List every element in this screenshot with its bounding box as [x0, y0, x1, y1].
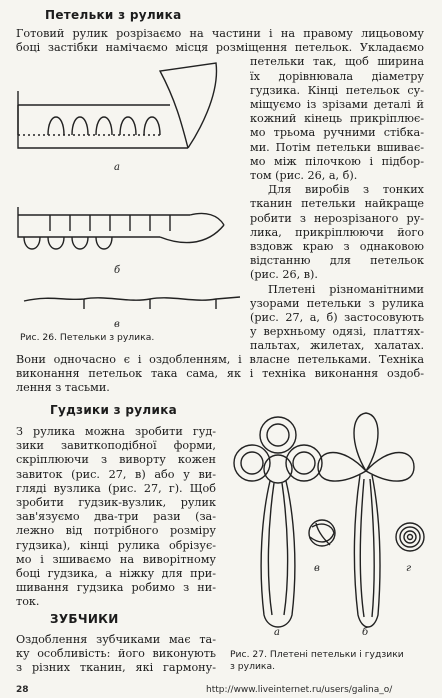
text-line: їх дорівнювала діаметру: [250, 69, 424, 83]
text-line: шивання гудзика робимо з ни-: [16, 581, 216, 595]
text-line: тканин петельки найкраще: [250, 197, 424, 211]
text-line: пальтах, жилетах, халатах.: [250, 339, 424, 353]
text-line: том (рис. 26, а, б).: [250, 169, 358, 183]
text-line: Оздоблення зубчиками має та-: [16, 633, 216, 646]
text-line: мо між пілочкою і підбор-: [250, 154, 424, 168]
text-line: гудзика), кінці рулика обрізує-: [16, 538, 216, 552]
page-number: 28: [16, 685, 29, 695]
text-line: лення з тасьми.: [16, 381, 110, 395]
text-line: вздовж краю з однаковою: [250, 240, 424, 254]
figure-26-label-c: в: [114, 319, 120, 330]
text-line: зики завиткоподібної форми,: [16, 439, 216, 453]
text-line: ку особливість: його виконують: [16, 647, 216, 661]
text-line: скріплюючи з виворту кожен: [16, 453, 216, 467]
figure-26-label-b: б: [114, 265, 121, 276]
figure-27b-drawing: [318, 413, 414, 627]
text-line: з різних тканин, які гармону-: [16, 661, 216, 675]
figure-27c-drawing: [309, 520, 335, 546]
section2-column: [16, 425, 216, 610]
figure-26b-drawing: [18, 207, 224, 249]
figure-26: [10, 55, 246, 355]
text-line: зробити гудзик-вузлик, рулик: [16, 496, 216, 510]
text-line: З рулика можна зробити гуд-: [16, 425, 216, 438]
text-line: боці застібки намічаємо місця розміщення петельок. Укладаємо: [16, 41, 424, 55]
figure-27-label-c: в: [314, 563, 320, 574]
caption-line: Рис. 27. Плетені петельки і гудзики: [230, 649, 404, 660]
text-line: виконання петельок така сама, як і техніка виконання оздоб-: [16, 367, 424, 381]
text-line: ток.: [16, 595, 40, 609]
text-line: (рис. 27, а, б) застосовують: [250, 311, 424, 325]
text-line: Для виробів з тонких: [268, 183, 424, 197]
text-line: зав'язуємо два-три рази (за-: [16, 510, 216, 524]
text-line: узорами петельки з рулика: [250, 296, 424, 310]
figure-26c-drawing: [24, 297, 240, 309]
text-line: боці гудзика, а ніжку для при-: [16, 567, 216, 581]
text-line: мо трьома ручними стібка-: [250, 126, 424, 140]
figure-26a-drawing: [18, 63, 216, 148]
text-line: петельки так, щоб ширина: [250, 55, 424, 69]
heading-buttonholes: Петельки з рулика: [45, 8, 182, 22]
section1-continuation: [16, 353, 424, 396]
figure-27a-drawing: [234, 417, 322, 627]
text-line: Вони одночасно є і оздобленням, і власне петельками. Техніка: [16, 353, 424, 366]
figure-27-caption: [230, 649, 436, 673]
text-line: лежно від потрібного розміру: [16, 524, 216, 538]
text-line: лика, прикріплюючи його: [250, 225, 424, 239]
text-line: (рис. 26, в).: [250, 268, 318, 282]
text-line: ми. Потім петельки вшиває-: [250, 140, 424, 154]
text-line: гудзика. Кінці петельок су-: [250, 83, 424, 97]
figure-26-caption: Рис. 26. Петельки з рулика.: [20, 332, 155, 343]
text-line: мо і зшиваємо на виворітному: [16, 552, 216, 566]
caption-line: з рулика.: [230, 661, 276, 672]
section1-right-column: [250, 55, 424, 353]
figure-27-label-b: б: [362, 627, 369, 638]
text-line: робити з нерозрізаного ру-: [250, 211, 424, 225]
section3-column: [16, 633, 216, 676]
heading-teeth: ЗУБЧИКИ: [50, 612, 119, 626]
text-line: у верхньому одязі, платтях-: [250, 325, 424, 339]
source-url[interactable]: http://www.liveinternet.ru/users/galina_o/: [206, 685, 393, 695]
figure-27-label-a: а: [274, 627, 280, 638]
figure-27d-drawing: [396, 523, 424, 551]
figure-27: [222, 405, 436, 645]
text-line: відстанню для петельок: [250, 254, 424, 268]
text-line: кожний кінець прикріплює-: [250, 112, 424, 126]
figure-27-label-d: г: [406, 563, 412, 574]
section1-intro: [16, 27, 424, 55]
text-line: Готовий рулик розрізаємо на частини і на правому лицьовому: [16, 27, 424, 40]
figure-26-label-a: а: [114, 162, 120, 173]
text-line: завиток (рис. 27, в) або у ви-: [16, 467, 216, 481]
text-line: гляді вузлика (рис. 27, г). Щоб: [16, 481, 216, 495]
heading-buttons: Гудзики з рулика: [50, 403, 178, 417]
text-line: Плетені різноманітними: [268, 282, 424, 296]
text-line: міщуємо із зрізами деталі й: [250, 98, 424, 111]
